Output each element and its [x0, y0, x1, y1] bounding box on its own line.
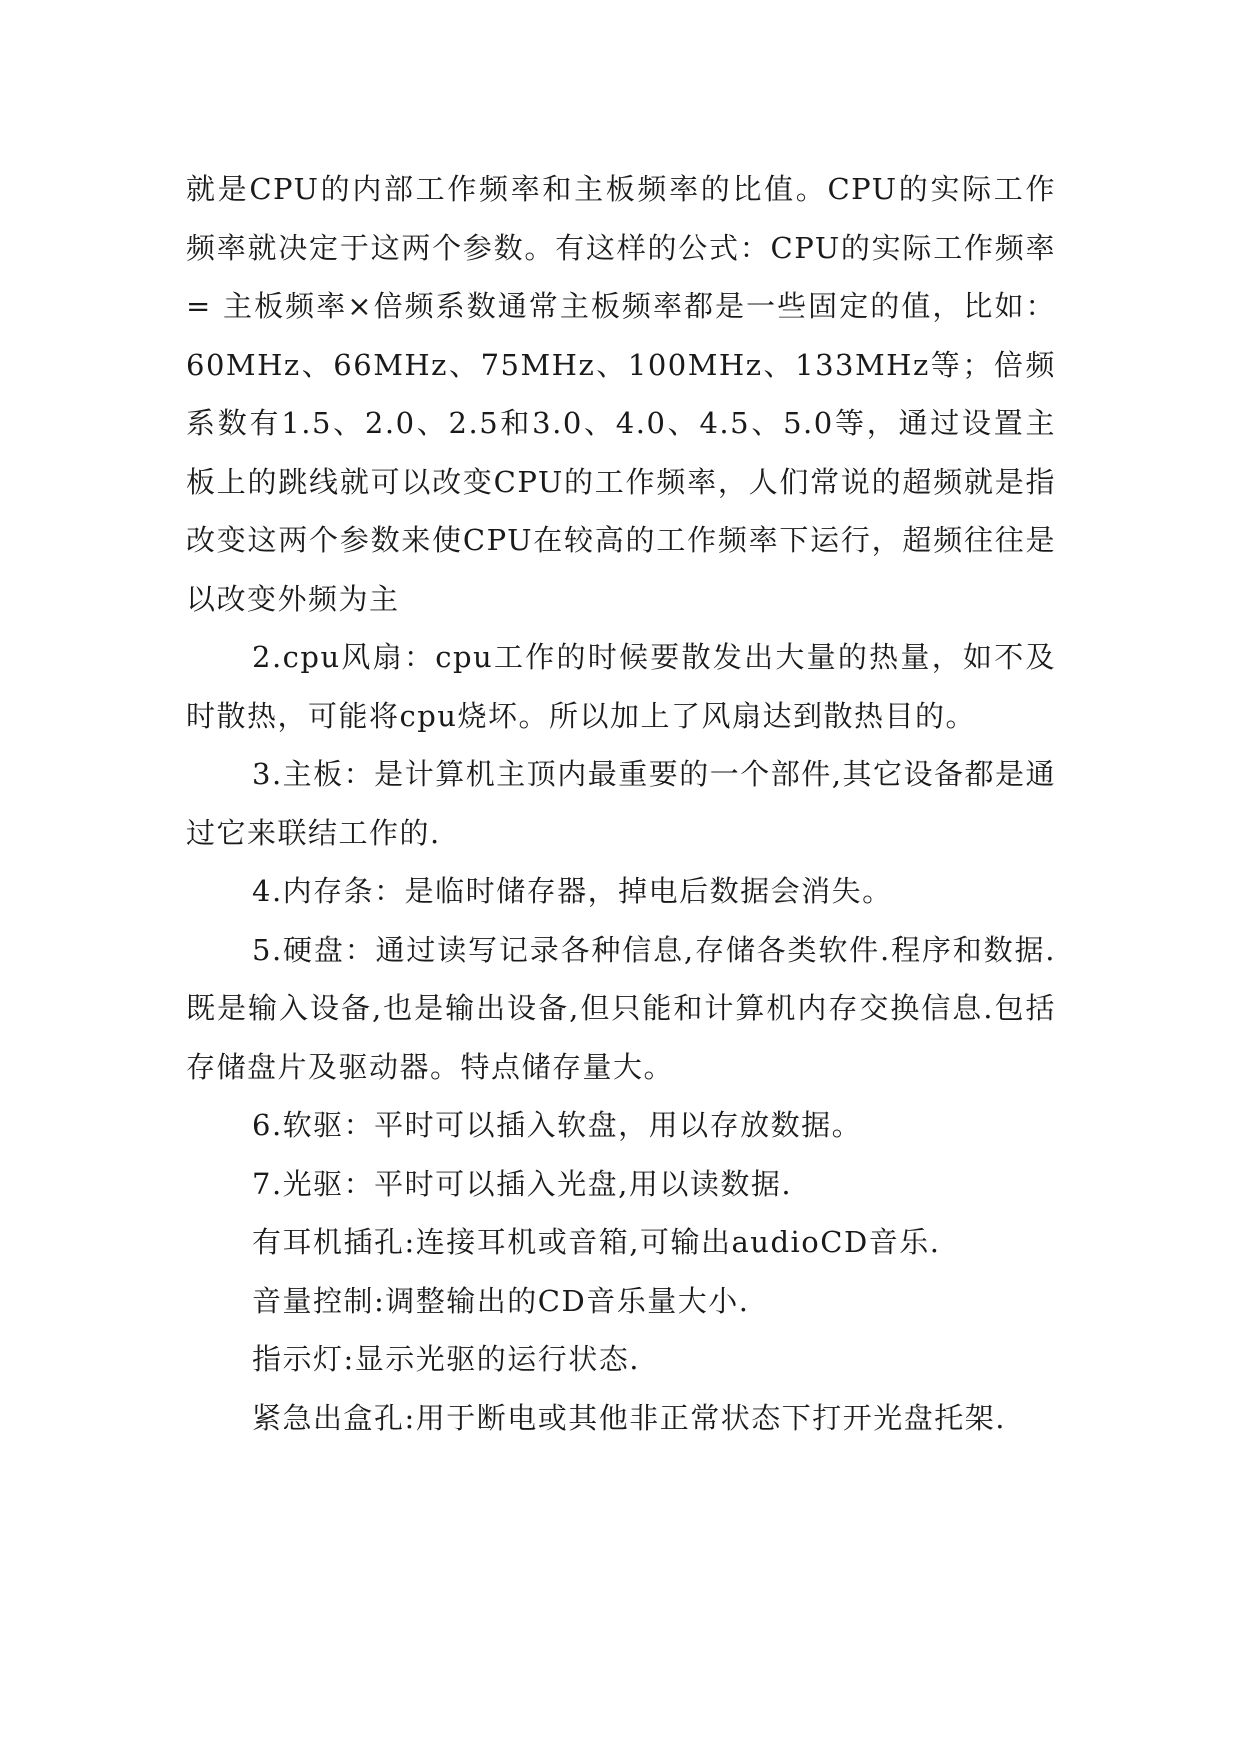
paragraph-emergency-eject: 紧急出盒孔:用于断电或其他非正常状态下打开光盘托架. — [252, 1400, 1006, 1435]
paragraph-floppy-drive: 6.软驱：平时可以插入软盘，用以存放数据。 — [252, 1108, 863, 1142]
paragraph-memory: 4.内存条：是临时储存器，掉电后数据会消失。 — [252, 874, 893, 908]
paragraph-motherboard: 3.主板：是计算机主顶内最重要的一个部件,其它设备都是通过它来联结工作的. — [186, 757, 1056, 850]
paragraph-cpu-fan: 2.cpu风扇：cpu工作的时候要散发出大量的热量，如不及时散热，可能将cpu烧坏。所以加上了风扇达到散热目的。 — [186, 640, 1056, 733]
paragraph-cpu-frequency: 就是CPU的内部工作频率和主板频率的比值。CPU的实际工作频率就决定于这两个参数。有这样的公式：CPU的实际工作频率 = 主板频率×倍频系数通常主板频率都是一些固定的值，比如：60MHz、66MHz、75MHz、100MHz、133MHz等；倍频系数有1.5、2.0、2.5和3.0、4.0、4.5、5.0等，通过设置主板上的跳线就可以改变CPU的工作频率，人们常说的超频就是指改变这两个参数来使CPU在较高的工作频率下运行，超频往往是以改变外频为主 — [186, 172, 1056, 616]
paragraph-optical-drive: 7.光驱：平时可以插入光盘,用以读数据. — [252, 1166, 793, 1201]
paragraph-volume-control: 音量控制:调整输出的CD音乐量大小. — [252, 1283, 750, 1318]
document-body — [186, 160, 1056, 1447]
paragraph-hard-disk: 5.硬盘：通过读写记录各种信息,存储各类软件.程序和数据.既是输入设备,也是输出设备,但只能和计算机内存交换信息.包括存储盘片及驱动器。特点储存量大。 — [186, 932, 1056, 1084]
paragraph-headphone-jack: 有耳机插孔:连接耳机或音箱,可输出audioCD音乐. — [252, 1225, 941, 1259]
paragraph-indicator-light: 指示灯:显示光驱的运行状态. — [252, 1342, 640, 1376]
